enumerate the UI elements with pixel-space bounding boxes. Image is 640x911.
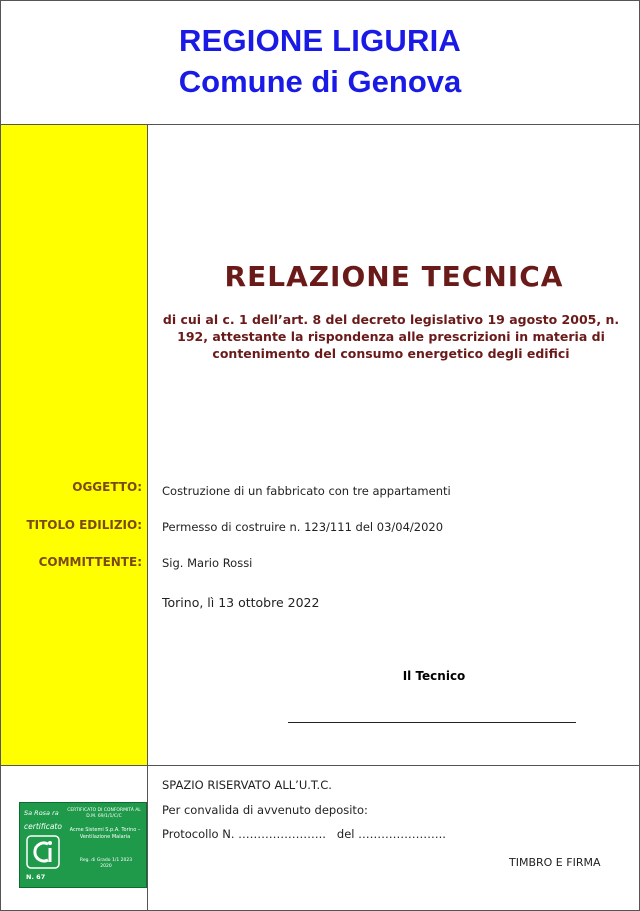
oggetto-label: OGGETTO:	[72, 480, 142, 494]
comune-title: Comune di Genova	[178, 64, 462, 99]
oggetto-value: Costruzione di un fabbricato con tre appartamenti	[162, 484, 451, 498]
certificate-logo-icon	[26, 835, 60, 869]
certificate-area	[1, 766, 148, 910]
badge-code: Reg. di Grado 1/1 2023 2020	[79, 858, 133, 869]
committente-label: COMMITTENTE:	[38, 555, 142, 569]
titolo-edilizio-value: Permesso di costruire n. 123/111 del 03/04/2020	[162, 520, 444, 534]
certification-badge	[19, 802, 147, 888]
yellow-sidebar	[1, 125, 148, 765]
badge-number: N. 67	[26, 873, 46, 881]
titolo-edilizio-label: TITOLO EDILIZIO:	[26, 518, 142, 532]
utc-heading: SPAZIO RISERVATO ALL’U.T.C.	[162, 778, 332, 792]
header	[1, 1, 639, 125]
document-subtitle: di cui al c. 1 dell’art. 8 del decreto legislativo 19 agosto 2005, n. 192, attestante la rispondenza alle prescrizioni in materia di contenimento del consumo energetico degli edifici	[162, 312, 620, 361]
utc-section	[1, 766, 639, 910]
badge-text-2: certificato	[24, 822, 62, 831]
tecnico-label: Il Tecnico	[402, 669, 466, 683]
signature-line	[288, 722, 576, 723]
badge-company: Acme Sistemi S.p.A. Torino – Ventilazione Malaria	[69, 827, 141, 840]
document-title: RELAZIONE TECNICA	[224, 260, 564, 293]
region-title: REGIONE LIGURIA	[178, 23, 461, 58]
badge-header: CERTIFICATO DI CONFORMITÀ AL D.M. 69/1/1/C/C	[67, 808, 141, 819]
main-section	[1, 125, 639, 766]
utc-convalida: Per convalida di avvenuto deposito:	[162, 803, 368, 817]
timbro-firma: TIMBRO E FIRMA	[509, 856, 601, 869]
badge-text-1: Sa Rosa ra	[24, 809, 59, 817]
utc-protocollo: Protocollo N. ………………….. del …………………..	[162, 827, 446, 841]
place-date: Torino, lì 13 ottobre 2022	[162, 595, 320, 610]
committente-value: Sig. Mario Rossi	[162, 556, 253, 570]
